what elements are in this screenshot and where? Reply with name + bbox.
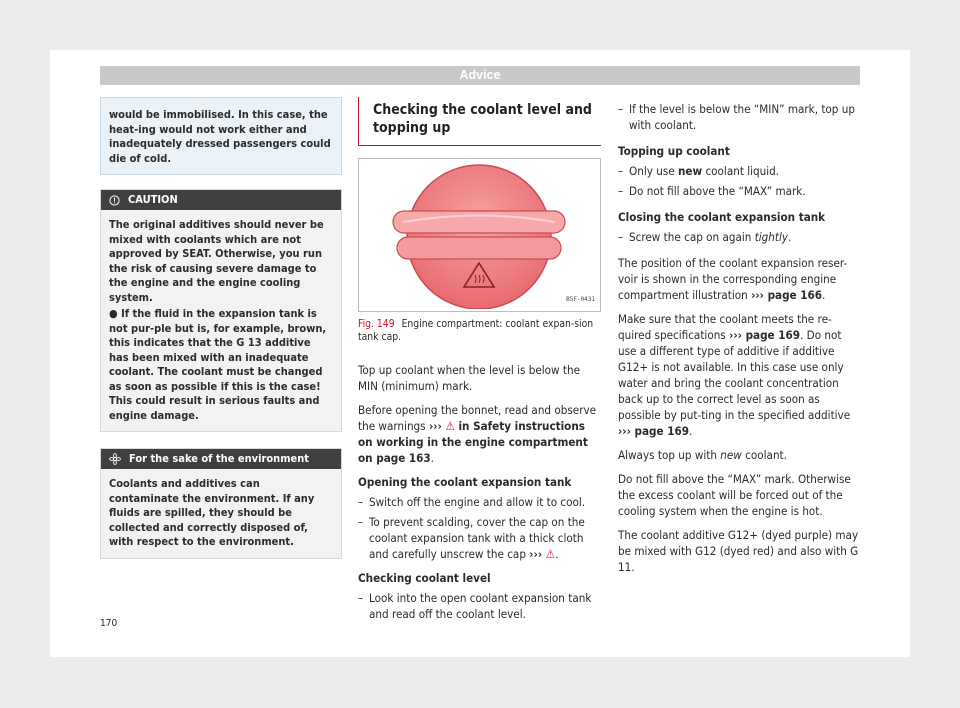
figure-coolant-cap — [358, 158, 601, 312]
opening-title: Opening the coolant expansion tank — [358, 475, 572, 489]
checking-step-1: – Look into the open coolant expansion tank and read off the coolant level. — [358, 591, 592, 621]
closing-step: – Screw the cap on again tightly. — [618, 230, 792, 244]
header-bar: Advice — [100, 66, 860, 85]
paragraph-additive: The coolant additive G12+ (dyed purple) may be mixed with G12 (dyed red) and also with G 11. — [618, 528, 859, 574]
caution-text: The original additives should never be mixed with coolants which are not approved by SEAT. Otherwise, you run the risk of causing severe damage to the engine and the engine cooling system. — [109, 218, 324, 304]
figure-number: Fig. 149 — [358, 318, 395, 330]
caution-body — [101, 210, 341, 431]
environment-box — [100, 448, 342, 559]
page-166-link[interactable]: ››› page 166 — [751, 288, 823, 302]
warning-continued-text: would be immobilised. In this case, the heat-ing would not work either and inadequately dressed passengers could die of cold. — [109, 108, 331, 165]
topping-step-2: – Do not fill above the “MAX” mark. — [618, 184, 806, 198]
warnings-text: Before opening the bonnet, read and observe the warnings — [358, 403, 597, 433]
caution-title: CAUTION — [128, 193, 178, 206]
caution-box — [100, 189, 342, 432]
environment-body — [101, 469, 341, 558]
paragraph-warnings — [358, 402, 601, 466]
page-169-link-2[interactable]: ››› page 169 — [618, 424, 689, 438]
step-min: – If the level is below the “MIN” mark, top up with coolant. — [618, 102, 855, 132]
warning-triangle-icon: ⚠ — [545, 547, 556, 561]
paragraph-always: Always top up with new coolant. — [618, 448, 787, 462]
page-number: 170 — [100, 618, 118, 629]
paragraph-specifications: Make sure that the coolant meets the re-quired specifications ››› page 169. Do not use a different type of additive if additive G12+ is not available. In this case use only water and bring the coolant concentration back up to the correct level as soon as possible by put-ting in the specified additive ››› page 169. — [618, 312, 851, 438]
checking-title: Checking coolant level — [358, 571, 491, 585]
closing-title: Closing the coolant expansion tank — [618, 210, 826, 224]
column-1 — [100, 97, 342, 559]
flower-icon — [109, 453, 121, 465]
caution-header — [101, 190, 341, 210]
topping-title: Topping up coolant — [618, 144, 730, 158]
column-3 — [618, 97, 860, 575]
paragraph-position: The position of the coolant expansion reser-voir is shown in the corresponding engine compartment illustration ››› page 166. — [618, 256, 848, 302]
page-169-link[interactable]: ››› page 169 — [729, 328, 801, 342]
topping-step-1: – Only use new coolant liquid. — [618, 164, 780, 178]
period: . — [430, 451, 434, 465]
arrows: ››› — [428, 419, 442, 433]
warnings-ref-text: in Safety instructions on working in the engine compartment on page 163 — [358, 419, 588, 465]
opening-warning-link[interactable]: ››› ⚠ — [529, 547, 556, 561]
column-2 — [358, 97, 601, 622]
info-circle-icon — [109, 195, 120, 206]
warning-triangle-icon: ⚠ — [445, 419, 455, 433]
figure-caption — [358, 318, 601, 344]
warning-continued-box — [100, 97, 342, 175]
opening-step-1: – Switch off the engine and allow it to cool. — [358, 495, 586, 509]
bullet-dot-icon: ● — [109, 307, 122, 320]
environment-text: Coolants and additives can contaminate the environment. If any fluids are spilled, they should be collected and correctly disposed of, with respect to the environment. — [109, 477, 315, 548]
caution-bullet — [109, 307, 333, 423]
environment-header — [101, 449, 341, 469]
section-title: Checking the coolant level and topping up — [358, 97, 601, 146]
figure-caption-text: Engine compartment: coolant expan-sion tank cap. — [358, 318, 594, 343]
paragraph-no-fill: Do not fill above the “MAX” mark. Otherwise the excess coolant will be forced out of the cooling system when the engine is hot. — [618, 472, 851, 518]
caution-bullet-text: If the fluid in the expansion tank is not pur-ple but is, for example, brown, this indicates that the G 13 additive has been mixed with an inadequate coolant. The coolant must be changed as soon as possible if this is the case! This could result in serious faults and engine damage. — [109, 307, 327, 422]
opening-step-2: – To prevent scalding, cover the cap on the coolant expansion tank with a thick cloth and carefully unscrew the cap ››› ⚠. — [358, 515, 585, 561]
paragraph-min: Top up coolant when the level is below the MIN (minimum) mark. — [358, 363, 581, 393]
environment-title: For the sake of the environment — [129, 452, 310, 465]
figure-code: B5F-0431 — [566, 296, 595, 303]
coolant-cap-illustration — [359, 159, 600, 309]
